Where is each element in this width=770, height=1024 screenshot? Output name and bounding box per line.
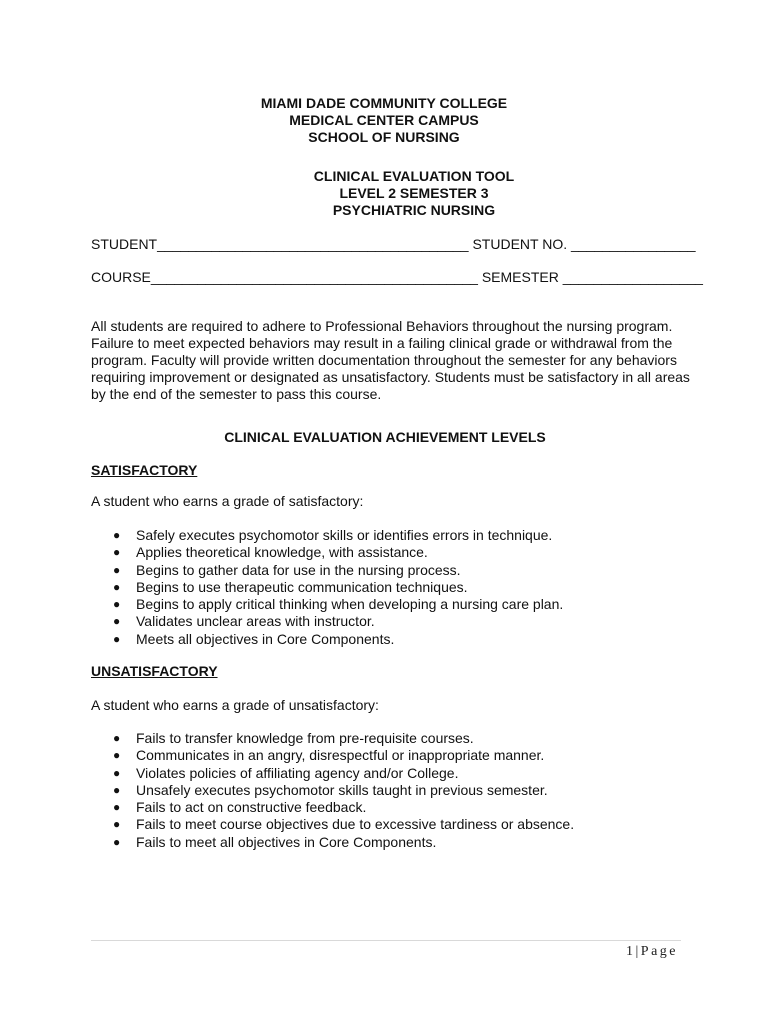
intro-paragraph: All students are required to adhere to Professional Behaviors throughout the nursing program. Failure to meet expected behaviors may result in a failing clinical grade or withdrawal from the program. Faculty will provide written documentation throughout the semester for any behaviors requiring improvement or designated as unsatisfactory. Students must be satisfactory in all areas by the end of the semester to pass this course.	[91, 318, 690, 402]
course-field-row	[91, 269, 703, 286]
list-item: ● Unsafely executes psychomotor skills taught in previous semester.	[113, 781, 548, 798]
bullet-icon: ●	[113, 748, 121, 763]
bullet-icon: ●	[113, 765, 121, 780]
list-item: ● Begins to use therapeutic communication techniques.	[113, 578, 468, 595]
student-label: STUDENT	[91, 236, 158, 252]
unsatisfactory-heading: UNSATISFACTORY	[91, 663, 218, 679]
list-item: ● Violates policies of affiliating agency and/or College.	[113, 764, 459, 781]
bullet-icon: ●	[113, 528, 121, 542]
satisfactory-list	[91, 527, 691, 648]
page-word: Page	[640, 944, 678, 959]
page-number: 1	[625, 944, 636, 959]
bullet-icon: ●	[113, 631, 121, 646]
list-item: ● Fails to transfer knowledge from pre-requisite courses.	[113, 730, 474, 746]
course-blank[interactable]: __________________________________________	[150, 269, 478, 285]
list-item: ● Fails to meet course objectives due to excessive tardiness or absence.	[113, 816, 575, 833]
college-name: MIAMI DADE COMMUNITY COLLEGE	[260, 95, 508, 111]
tool-level: LEVEL 2 SEMESTER 3	[339, 185, 489, 201]
course-label: COURSE	[91, 269, 151, 285]
campus-name: MEDICAL CENTER CAMPUS	[289, 112, 479, 128]
list-item: ● Fails to act on constructive feedback.	[113, 799, 367, 816]
bullet-icon: ●	[113, 597, 121, 612]
unsatisfactory-lead: A student who earns a grade of unsatisfactory:	[91, 697, 379, 713]
bullet-icon: ●	[113, 545, 121, 560]
list-item: ● Begins to gather data for use in the nursing process.	[113, 561, 461, 578]
list-item: ● Fails to meet all objectives in Core Components.	[113, 833, 437, 850]
bullet-icon: ●	[113, 579, 121, 594]
school-name: SCHOOL OF NURSING	[308, 129, 460, 145]
student-blank[interactable]: ________________________________________	[157, 236, 469, 252]
student-field-row	[91, 236, 696, 253]
bullet-icon: ●	[113, 614, 121, 629]
tool-title: CLINICAL EVALUATION TOOL	[313, 168, 515, 184]
section-title: CLINICAL EVALUATION ACHIEVEMENT LEVELS	[224, 429, 546, 445]
student-no-label: STUDENT NO.	[472, 236, 568, 252]
bullet-icon: ●	[113, 817, 121, 832]
student-no-blank[interactable]: ________________	[571, 236, 696, 252]
semester-blank[interactable]: __________________	[562, 269, 703, 285]
list-item: ● Begins to apply critical thinking when developing a nursing care plan.	[113, 596, 564, 613]
list-item: ● Applies theoretical knowledge, with assistance.	[113, 544, 428, 561]
list-item: ● Validates unclear areas with instructor.	[113, 613, 375, 630]
bullet-icon: ●	[113, 562, 121, 577]
satisfactory-lead: A student who earns a grade of satisfactory:	[91, 493, 364, 509]
semester-label: SEMESTER	[481, 269, 559, 285]
bullet-icon: ●	[113, 731, 121, 745]
list-item: ● Meets all objectives in Core Components.	[113, 630, 395, 647]
page-separator: |	[635, 944, 641, 959]
unsatisfactory-list	[91, 730, 691, 851]
list-item: ● Safely executes psychomotor skills or identifies errors in technique.	[113, 527, 553, 543]
page-footer	[626, 944, 678, 960]
satisfactory-heading: SATISFACTORY	[91, 462, 198, 478]
bullet-icon: ●	[113, 834, 121, 849]
list-item: ● Communicates in an angry, disrespectful or inappropriate manner.	[113, 747, 545, 764]
tool-header	[29, 168, 770, 219]
college-header	[0, 95, 769, 146]
bullet-icon: ●	[113, 782, 121, 797]
tool-course: PSYCHIATRIC NURSING	[332, 202, 496, 218]
footer-divider	[91, 940, 681, 941]
bullet-icon: ●	[113, 800, 121, 815]
